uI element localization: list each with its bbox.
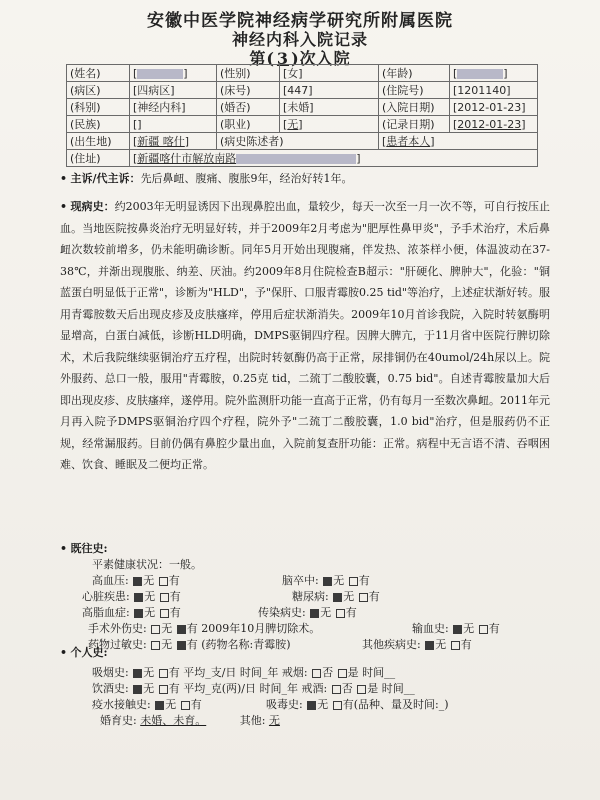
- option-have: 有: [186, 638, 198, 651]
- stroke-label: 脑卒中:: [282, 574, 319, 587]
- hypertension-line: [92, 572, 180, 588]
- transfusion-label: 输血史:: [412, 622, 449, 635]
- option-no: 否: [322, 666, 334, 679]
- checked-box-icon: [134, 609, 143, 618]
- smoking-detail: 平均_支/日 时间_年 戒烟:: [183, 666, 308, 679]
- bullet-icon: •: [60, 172, 68, 185]
- option-none: 无: [165, 698, 177, 711]
- info-row: [67, 133, 538, 150]
- allergy-label: 药物过敏史:: [88, 638, 147, 651]
- option-none: 无: [320, 606, 332, 619]
- option-none: 无: [463, 622, 475, 635]
- checked-box-icon: [323, 577, 332, 586]
- present-illness-text: 约2003年无明显诱因下出现鼻腔出血，量较少，每天一次至一月一次不等，可自行按压止血。当地医院按鼻炎治疗无明显好转，并于2009年2月考虑为"肥厚性鼻甲炎"，予手术治疗，术后鼻衄次数较前增多，仍未能明确诊断。同年5月开始出现腹痛，伴发热、浓茶样小便，体温波动在37-38℃，并渐出现腹胀、纳差、厌油。约2009年8月住院检查B超示："肝硬化、脾肿大"，化验："铜蓝蛋白明显低于正常"，诊断为"HLD"，予"保肝、口服青霉胺0.25 tid"等治疗，上述症状渐好转。服用青霉胺数天后出现皮疹及皮肤瘙痒，停用后症状渐消失。2009年10月首诊我院，入院时转氨酶明显增高，白蛋白减低，诊断HLD明确，DMPS驱铜四疗程。因脾大脾亢，于11月省中医院行脾切除术，术后我院继续驱铜治疗五疗程，出院时转氨酶仍高于正常，尿排铜仍在40umol/24h尿以上。院外服药、总口一般，服用"青霉胺，0.25克 tid，二巯丁二酸胶囊，0.75 bid"。自述青霉胺量加大后即出现皮疹、皮肤瘙痒，遂停用。院外监测肝功能一直高于正常，仍有每月一至数次鼻衄。2011年元月再入院予DMPS驱铜治疗四个疗程，院外予"二巯丁二酸胶囊，1.0 bid"治疗，但是服药仍不正规，经常漏服药。目前仍偶有鼻腔少量出血，入院前复查肝功能：正常。病程中无言语不清、吞咽困难、饮食、睡眠及二便均正常。: [60, 200, 550, 471]
- patient-info-table: [66, 64, 538, 167]
- option-none: 无: [161, 622, 173, 635]
- checked-box-icon: [177, 625, 186, 634]
- admission-number-wrap: ( 3 ): [266, 49, 300, 68]
- option-none: 无: [144, 590, 156, 603]
- option-have: 有: [358, 574, 370, 587]
- info-row: [67, 82, 538, 99]
- address-label: (住址): [67, 150, 130, 167]
- marital-value: [未婚]: [280, 99, 379, 116]
- unchecked-box-icon: [160, 593, 169, 602]
- trauma-detail: 2009年10月脾切除术。: [201, 622, 321, 635]
- drug-use-label: 吸毒史:: [266, 698, 303, 711]
- checked-box-icon: [307, 701, 316, 710]
- epidemic-line: [92, 696, 202, 712]
- gender-text: 女: [287, 67, 299, 80]
- bed-value: [447]: [280, 82, 379, 99]
- occupation-value: [无]: [280, 116, 379, 133]
- checked-box-icon: [134, 593, 143, 602]
- option-have: 有: [345, 606, 357, 619]
- inpatient-label: (住院号): [379, 82, 450, 99]
- option-none: 无: [143, 574, 155, 587]
- option-have: 有: [168, 574, 180, 587]
- unchecked-box-icon: [159, 669, 168, 678]
- admit-date-text: 2012-01-23: [457, 100, 522, 114]
- epidemic-label: 疫水接触史:: [92, 698, 151, 711]
- option-have: 有: [190, 698, 202, 711]
- option-have: 有: [368, 590, 380, 603]
- checked-box-icon: [453, 625, 462, 634]
- dept-label: (科别): [67, 99, 130, 116]
- present-illness-label: 现病史：: [70, 200, 115, 213]
- gender-value: [女]: [280, 65, 379, 82]
- name-label: (姓名): [67, 65, 130, 82]
- option-none: 无: [143, 666, 155, 679]
- general-health: 平素健康状况：一般。: [92, 558, 202, 571]
- address-value: [新疆喀什市解放南路 ]: [130, 150, 538, 167]
- hospital-name: 安徽中医学院神经病学研究所附属医院: [147, 11, 453, 31]
- info-row: [67, 150, 538, 167]
- dept-text: 神经内科: [137, 101, 182, 114]
- option-none: 无: [343, 590, 355, 603]
- age-label: (年龄): [379, 65, 450, 82]
- record-date-text: 2012-01-23: [457, 117, 522, 131]
- drug-use-line: [266, 696, 449, 712]
- present-illness: [60, 196, 550, 476]
- option-have: 有: [488, 622, 500, 635]
- smoking-line: [92, 664, 395, 680]
- birthplace-text: 新疆 喀什: [137, 135, 185, 148]
- narrator-text: 患者本人: [386, 135, 431, 148]
- narrator-value: [患者本人]: [379, 133, 538, 150]
- option-have: 有: [169, 590, 181, 603]
- unchecked-box-icon: [160, 609, 169, 618]
- smoking-label: 吸烟史:: [92, 666, 129, 679]
- address-redaction: [236, 154, 356, 164]
- unchecked-box-icon: [338, 669, 347, 678]
- record-title: 神经内科入院记录: [231, 30, 368, 49]
- checked-box-icon: [133, 685, 142, 694]
- ethnic-label: (民族): [67, 116, 130, 133]
- drinking-label: 饮酒史:: [92, 682, 129, 695]
- ward-value: [四病区]: [130, 82, 217, 99]
- bed-text: 447: [287, 83, 309, 97]
- admission-number: 3: [276, 49, 290, 68]
- name-value: [ ]: [130, 65, 217, 82]
- unchecked-box-icon: [336, 609, 345, 618]
- chief-complaint-label: 主诉/代主诉：: [70, 172, 141, 185]
- admit-date-label: (入院日期): [379, 99, 450, 116]
- hypertension-label: 高血压:: [92, 574, 129, 587]
- other-value: 无: [268, 714, 280, 727]
- time-field: 时间__: [362, 666, 396, 679]
- stroke-line: [282, 572, 370, 588]
- ward-text: 四病区: [137, 84, 171, 97]
- transfusion-line: [412, 620, 500, 636]
- bullet-icon: •: [60, 646, 68, 659]
- info-row: [67, 65, 538, 82]
- infectious-line: [258, 604, 357, 620]
- marital-label: (婚否): [217, 99, 280, 116]
- ethnic-value: []: [130, 116, 217, 133]
- option-have: 有: [460, 638, 472, 651]
- bullet-icon: •: [60, 200, 68, 213]
- unchecked-box-icon: [359, 593, 368, 602]
- name-redaction: [137, 69, 183, 79]
- occupation-label: (职业): [217, 116, 280, 133]
- age-value: [ ]: [450, 65, 538, 82]
- option-have: 有: [168, 666, 180, 679]
- option-none: 无: [143, 682, 155, 695]
- birthplace-value: [新疆 喀什]: [130, 133, 217, 150]
- unchecked-box-icon: [357, 685, 366, 694]
- chief-complaint: [60, 168, 550, 190]
- diabetes-line: [292, 588, 380, 604]
- unchecked-box-icon: [332, 685, 341, 694]
- option-yes: 是: [347, 666, 359, 679]
- inpatient-text: 1201140: [457, 83, 507, 97]
- checked-box-icon: [310, 609, 319, 618]
- bed-label: (床号): [217, 82, 280, 99]
- unchecked-box-icon: [151, 625, 160, 634]
- diabetes-label: 糖尿病:: [292, 590, 329, 603]
- unchecked-box-icon: [333, 701, 342, 710]
- marriage-line: [100, 712, 280, 728]
- occupation-text: 无: [287, 118, 299, 131]
- past-history-label: 既往史:: [70, 542, 108, 555]
- heart-label: 心脏疾患:: [82, 590, 130, 603]
- ward-label: (病区): [67, 82, 130, 99]
- marital-text: 未婚: [287, 101, 310, 114]
- option-have: 有: [169, 606, 181, 619]
- unchecked-box-icon: [312, 669, 321, 678]
- marriage-label: 婚育史:: [100, 714, 137, 727]
- heart-line: [82, 588, 181, 604]
- option-none: 无: [161, 638, 173, 651]
- trauma-line: [88, 620, 320, 636]
- time-field: 时间__: [381, 682, 415, 695]
- option-yes: 是: [367, 682, 379, 695]
- marriage-value: 未婚、未育。: [140, 714, 207, 727]
- other-label: 其他:: [239, 714, 266, 727]
- option-have: 有: [168, 682, 180, 695]
- inpatient-value: [1201140]: [450, 82, 538, 99]
- option-have: 有: [186, 622, 198, 635]
- checked-box-icon: [133, 669, 142, 678]
- trauma-label: 手术外伤史:: [88, 622, 147, 635]
- unchecked-box-icon: [159, 685, 168, 694]
- other-disease-label: 其他疾病史:: [362, 638, 421, 651]
- personal-history-label: 个人史:: [70, 646, 108, 659]
- unchecked-box-icon: [159, 577, 168, 586]
- birthplace-label: (出生地): [67, 133, 130, 150]
- hyperlipidemia-line: [82, 604, 181, 620]
- record-date-value: [2012-01-23]: [450, 116, 538, 133]
- admission-suffix: 次入院: [299, 49, 351, 68]
- age-redaction: [457, 69, 503, 79]
- unchecked-box-icon: [349, 577, 358, 586]
- option-none: 无: [144, 606, 156, 619]
- personal-history-title: [60, 642, 550, 664]
- drug-use-detail: 有(品种、量及时间:_): [342, 698, 449, 711]
- infectious-label: 传染病史:: [258, 606, 306, 619]
- drinking-detail: 平均_克(两)/日 时间_年 戒酒:: [183, 682, 328, 695]
- option-no: 否: [341, 682, 353, 695]
- admit-date-value: [2012-01-23]: [450, 99, 538, 116]
- dept-value: [神经内科]: [130, 99, 217, 116]
- unchecked-box-icon: [181, 701, 190, 710]
- record-date-label: (记录日期): [379, 116, 450, 133]
- gender-label: (性别): [217, 65, 280, 82]
- option-none: 无: [317, 698, 329, 711]
- allergy-detail: (药物名称:青霉胺): [201, 638, 291, 651]
- admission-prefix: 第: [249, 49, 267, 68]
- checked-box-icon: [155, 701, 164, 710]
- option-none: 无: [333, 574, 345, 587]
- bullet-icon: •: [60, 542, 68, 555]
- unchecked-box-icon: [479, 625, 488, 634]
- hyperlipidemia-label: 高脂血症:: [82, 606, 130, 619]
- narrator-label: (病史陈述者): [217, 133, 379, 150]
- checked-box-icon: [333, 593, 342, 602]
- address-text: 新疆喀什市解放南路: [137, 152, 237, 165]
- checked-box-icon: [133, 577, 142, 586]
- option-none: 无: [435, 638, 447, 651]
- chief-complaint-text: 先后鼻衄、腹痛、腹胀9年，经治好转1年。: [140, 172, 353, 185]
- info-row: [67, 99, 538, 116]
- info-row: [67, 116, 538, 133]
- drinking-line: [92, 680, 415, 696]
